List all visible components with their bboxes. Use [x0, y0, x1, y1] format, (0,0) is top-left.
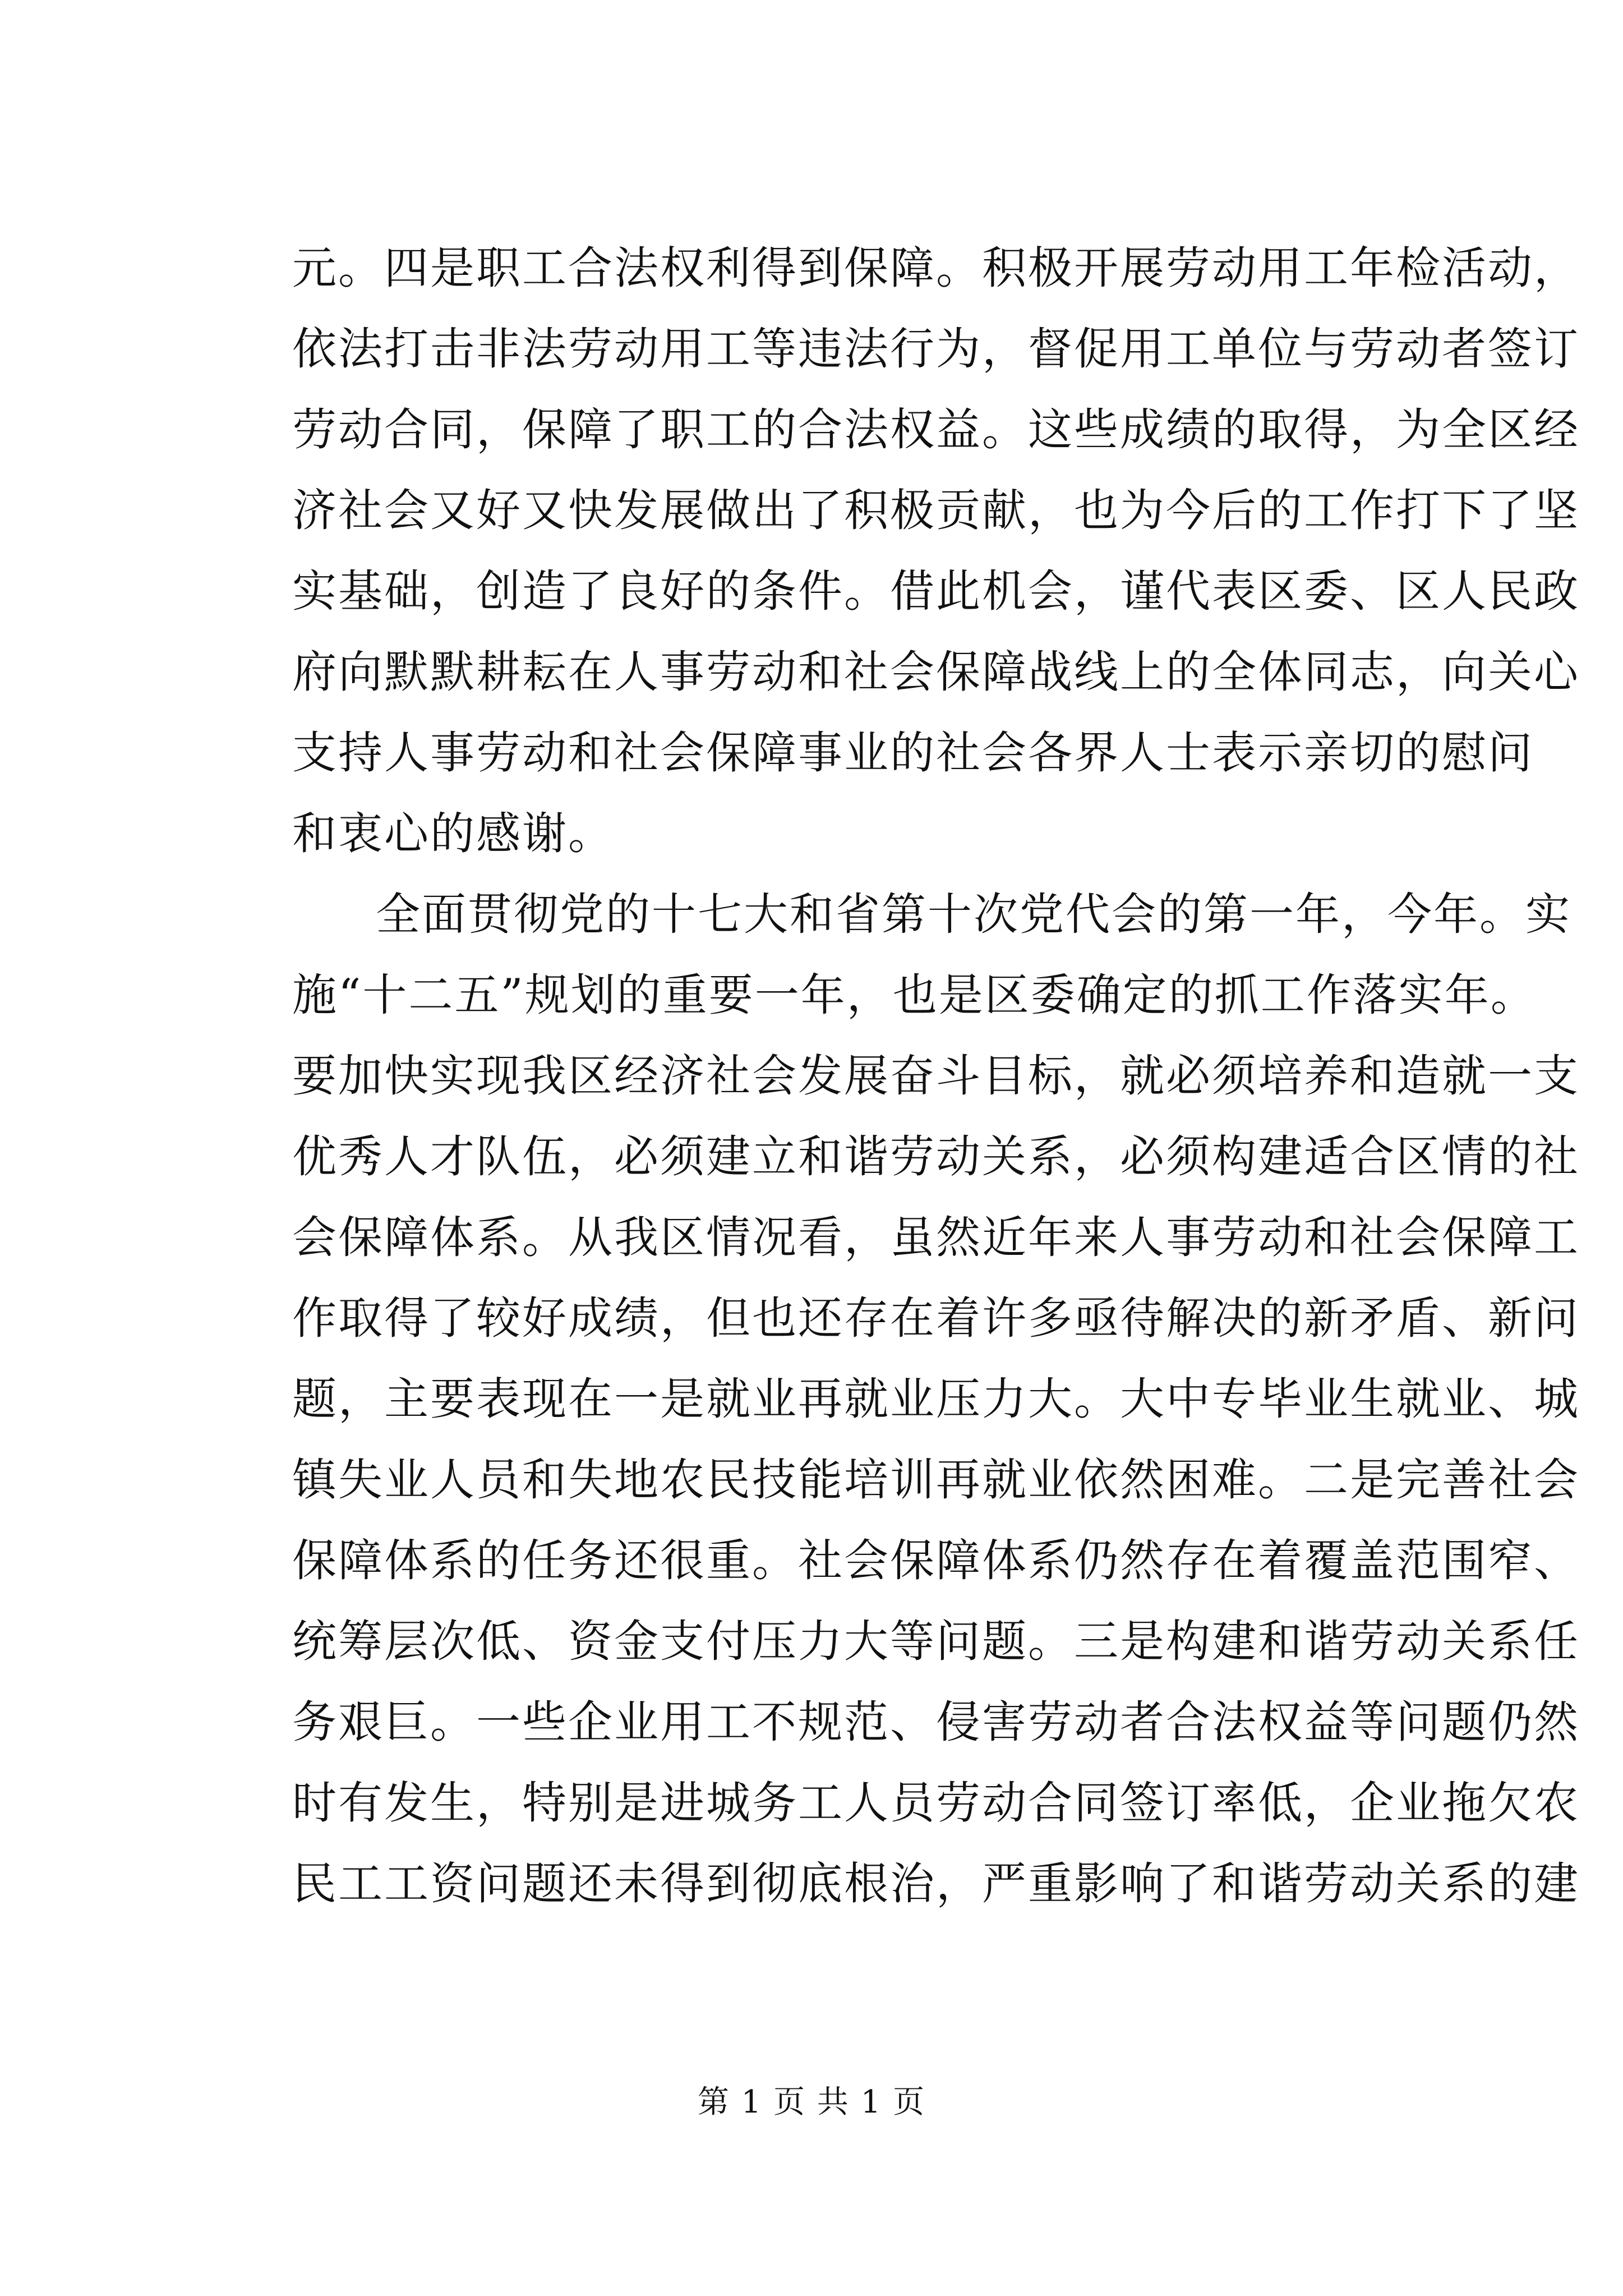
- text-line: 济社会又好又快发展做出了积极贡献，也为今后的工作打下了坚: [292, 485, 1580, 536]
- text-line: 元。四是职工合法权利得到保障。积极开展劳动用工年检活动，: [292, 242, 1580, 294]
- text-line: 全面贯彻党的十七大和省第十次党代会的第一年，今年。实: [376, 889, 1571, 940]
- text-line: 镇失业人员和失地农民技能培训再就业依然困难。二是完善社会: [292, 1454, 1580, 1506]
- text-line: 和衷心的感谢。: [292, 808, 614, 859]
- text-line: 务艰巨。一些企业用工不规范、侵害劳动者合法权益等问题仍然: [292, 1696, 1580, 1748]
- text-line: 要加快实现我区经济社会发展奋斗目标，就必须培养和造就一支: [292, 1050, 1580, 1102]
- text-line: 会保障体系。从我区情况看，虽然近年来人事劳动和社会保障工: [292, 1212, 1580, 1263]
- text-line: 时有发生，特别是进城务工人员劳动合同签订率低，企业拖欠农: [292, 1777, 1580, 1829]
- text-line: 施“十二五”规划的重要一年，也是区委确定的抓工作落实年。: [292, 969, 1537, 1021]
- text-line: 劳动合同，保障了职工的合法权益。这些成绩的取得，为全区经: [292, 404, 1580, 455]
- text-line: 保障体系的任务还很重。社会保障体系仍然存在着覆盖范围窄、: [292, 1535, 1580, 1586]
- text-line: 题，主要表现在一是就业再就业压力大。大中专毕业生就业、城: [292, 1373, 1580, 1425]
- text-line: 统筹层次低、资金支付压力大等问题。三是构建和谐劳动关系任: [292, 1616, 1580, 1667]
- text-line: 依法打击非法劳动用工等违法行为，督促用工单位与劳动者签订: [292, 323, 1580, 375]
- text-line: 作取得了较好成绩，但也还存在着许多亟待解决的新矛盾、新问: [292, 1292, 1580, 1344]
- text-line: 实基础，创造了良好的条件。借此机会，谨代表区委、区人民政: [292, 565, 1580, 617]
- text-line: 民工工资问题还未得到彻底根治，严重影响了和谐劳动关系的建: [292, 1858, 1580, 1910]
- page-footer: 第 1 页 共 1 页: [697, 2084, 926, 2120]
- text-line: 优秀人才队伍，必须建立和谐劳动关系，必须构建适合区情的社: [292, 1131, 1580, 1182]
- text-line: 支持人事劳动和社会保障事业的社会各界人士表示亲切的慰问: [292, 727, 1534, 779]
- text-line: 府向默默耕耘在人事劳动和社会保障战线上的全体同志，向关心: [292, 646, 1580, 698]
